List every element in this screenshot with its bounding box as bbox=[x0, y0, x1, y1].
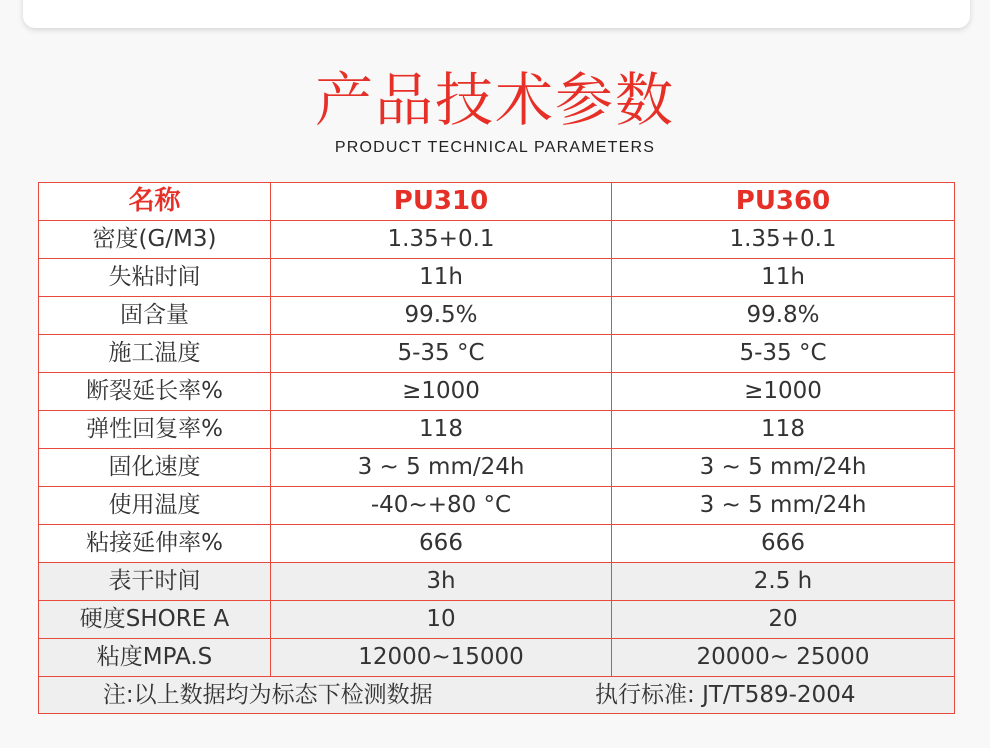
column-header-pu360: PU360 bbox=[612, 183, 955, 221]
table-note-row bbox=[39, 677, 955, 714]
row-label: 硬度SHORE A bbox=[39, 601, 271, 639]
pu360-value: 3 ~ 5 mm/24h bbox=[612, 449, 955, 487]
row-label: 施工温度 bbox=[39, 335, 271, 373]
row-label: 密度(G/M3) bbox=[39, 221, 271, 259]
table-row bbox=[39, 601, 955, 639]
table-row bbox=[39, 411, 955, 449]
table-note-cell bbox=[39, 677, 955, 714]
table-row bbox=[39, 639, 955, 677]
pu310-value: 3 ~ 5 mm/24h bbox=[271, 449, 612, 487]
pu310-value: 3h bbox=[271, 563, 612, 601]
pu310-value: 666 bbox=[271, 525, 612, 563]
test-conditions-note: 注:以上数据均为标态下检测数据 bbox=[102, 682, 433, 708]
row-label: 固含量 bbox=[39, 297, 271, 335]
pu360-value: 20000~ 25000 bbox=[612, 639, 955, 677]
pu310-value: 12000~15000 bbox=[271, 639, 612, 677]
row-label: 断裂延长率% bbox=[39, 373, 271, 411]
row-label: 使用温度 bbox=[39, 487, 271, 525]
table-row bbox=[39, 373, 955, 411]
table-row bbox=[39, 563, 955, 601]
table-row bbox=[39, 221, 955, 259]
pu360-value: 11h bbox=[612, 259, 955, 297]
pu310-value: 5-35 °C bbox=[271, 335, 612, 373]
table-row bbox=[39, 525, 955, 563]
pu310-value: 1.35+0.1 bbox=[271, 221, 612, 259]
pu310-value: 118 bbox=[271, 411, 612, 449]
page-subtitle: PRODUCT TECHNICAL PARAMETERS bbox=[334, 139, 656, 156]
table-header-row bbox=[39, 183, 955, 221]
row-label: 失粘时间 bbox=[39, 259, 271, 297]
pu360-value: ≥1000 bbox=[612, 373, 955, 411]
pu310-value: ≥1000 bbox=[271, 373, 612, 411]
parameters-table bbox=[38, 182, 955, 714]
row-label: 弹性回复率% bbox=[39, 411, 271, 449]
table-row bbox=[39, 335, 955, 373]
column-header-name: 名称 bbox=[39, 183, 271, 221]
pu310-value: -40~+80 °C bbox=[271, 487, 612, 525]
pu360-value: 3 ~ 5 mm/24h bbox=[612, 487, 955, 525]
table-row bbox=[39, 487, 955, 525]
row-label: 粘接延伸率% bbox=[39, 525, 271, 563]
pu360-value: 20 bbox=[612, 601, 955, 639]
page-title: 产品技术参数 bbox=[314, 66, 675, 134]
top-card bbox=[23, 0, 970, 28]
pu310-value: 10 bbox=[271, 601, 612, 639]
pu360-value: 1.35+0.1 bbox=[612, 221, 955, 259]
row-label: 粘度MPA.S bbox=[39, 639, 271, 677]
pu360-value: 5-35 °C bbox=[612, 335, 955, 373]
table-row bbox=[39, 259, 955, 297]
column-header-pu310: PU310 bbox=[271, 183, 612, 221]
pu360-value: 666 bbox=[612, 525, 955, 563]
pu310-value: 11h bbox=[271, 259, 612, 297]
pu360-value: 99.8% bbox=[612, 297, 955, 335]
row-label: 固化速度 bbox=[39, 449, 271, 487]
pu360-value: 2.5 h bbox=[612, 563, 955, 601]
table-row bbox=[39, 297, 955, 335]
table-row bbox=[39, 449, 955, 487]
pu310-value: 99.5% bbox=[271, 297, 612, 335]
row-label: 表干时间 bbox=[39, 563, 271, 601]
standard-note: 执行标准: JT/T589-2004 bbox=[595, 682, 856, 708]
pu360-value: 118 bbox=[612, 411, 955, 449]
